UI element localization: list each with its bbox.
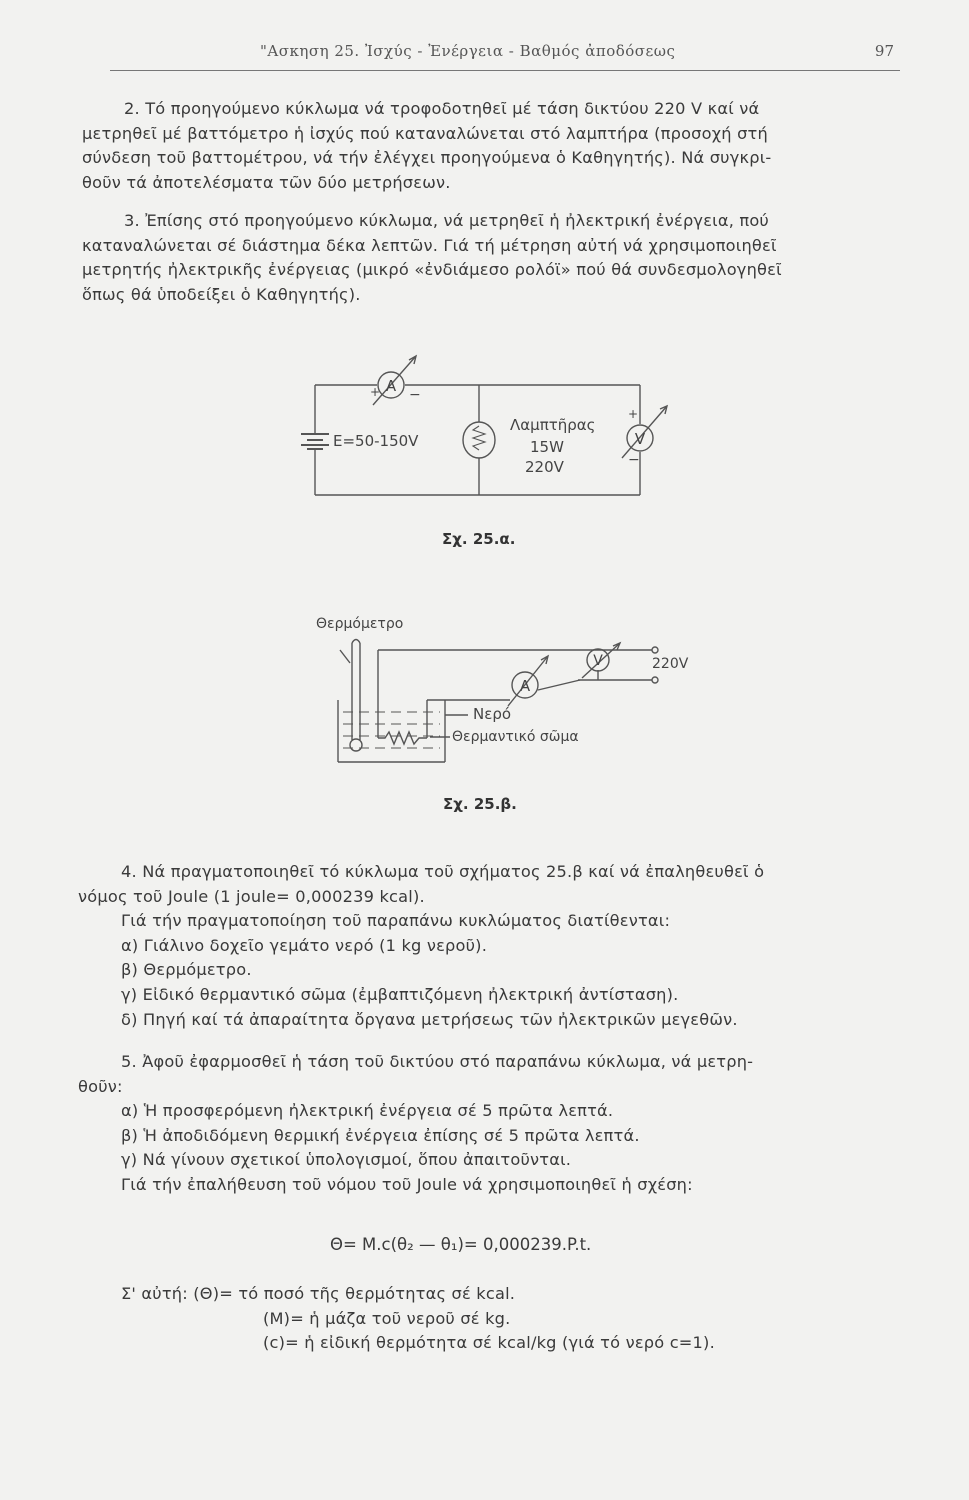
definitions <box>121 1282 715 1356</box>
text-line: νόμος τοῦ Joule (1 joule= 0,000239 kcal). <box>78 886 425 906</box>
text-line: καταναλώνεται σέ διάστημα δέκα λεπτῶν. Γιά τή μέτρηση αὐτή νά χρησιμοποιηθεῖ <box>82 235 777 255</box>
text-line: α) Ἡ προσφερόμενη ἠλεκτρική ἐνέργεια σέ 5 πρῶτα λεπτά. <box>121 1101 614 1121</box>
text-line: 4. Νά πραγματοποιηθεῖ τό κύκλωμα τοῦ σχήματος 25.β καί νά ἐπαληθευθεῖ ὁ <box>121 862 765 881</box>
text-line: ὅπως θά ὑποδείξει ὁ Καθηγητής). <box>82 284 361 304</box>
caption-fig-25b: Σχ. 25.β. <box>443 795 517 813</box>
voltmeter-minus: − <box>628 452 640 468</box>
header-title: "Ασκηση 25. Ἰσχύς - Ἐνέργεια - Βαθμός ἀποδόσεως <box>260 42 676 60</box>
ammeter-label: A <box>519 677 531 695</box>
ammeter-minus: − <box>409 387 421 403</box>
water-label: Νερό <box>473 705 512 723</box>
lamp-label: Λαμπτῆρας <box>510 416 596 434</box>
paragraph-item-4 <box>78 860 764 1032</box>
text-line: θοῦν: <box>78 1076 123 1096</box>
paragraph-item-5 <box>78 1050 753 1198</box>
text-line: Γιά τήν πραγματοποίηση τοῦ παραπάνω κυκλώματος διατίθενται: <box>121 911 671 931</box>
lamp-power: 15W <box>530 438 564 456</box>
joule-formula: Θ= M.c(θ₂ — θ₁)= 0,000239.P.t. <box>330 1235 592 1254</box>
thermometer-label: Θερμόμετρο <box>316 616 404 632</box>
caption-fig-25a: Σχ. 25.α. <box>442 530 516 548</box>
text-line: β) Ἡ ἀποδιδόμενη θερμική ἐνέργεια ἐπίσης σέ 5 πρῶτα λεπτά. <box>121 1125 640 1145</box>
text-line: Γιά τήν ἐπαλήθευση τοῦ νόμου τοῦ Joule νά χρησιμοποιηθεῖ ἡ σχέση: <box>121 1174 693 1194</box>
page-number: 97 <box>874 42 894 60</box>
text-line: 3. Ἐπίσης στό προηγούμενο κύκλωμα, νά μετρηθεῖ ἡ ἠλεκτρική ἐνέργεια, πού <box>124 211 770 230</box>
lamp-voltage: 220V <box>525 458 564 476</box>
voltmeter-label: V <box>634 430 646 448</box>
text-line: Σ' αὐτή: (Θ)= τό ποσό τῆς θερμότητας σέ kcal. <box>121 1284 516 1303</box>
text-line: α) Γιάλινο δοχεῖο γεμάτο νερό (1 kg νεροῦ). <box>121 935 488 955</box>
voltmeter-label: V <box>593 653 603 669</box>
figure-25a-circuit <box>0 0 969 560</box>
text-line: (c)= ἡ εἰδική θερμότητα σέ kcal/kg (γιά τό νερό c=1). <box>263 1333 715 1353</box>
figure-25b-setup <box>0 560 969 790</box>
ammeter-label: A <box>385 377 397 395</box>
supply-label: 220V <box>652 656 689 672</box>
voltmeter-plus: + <box>628 407 639 421</box>
text-line: σύνδεση τοῦ βαττομέτρου, νά τήν ἐλέγχει προηγούμενα ὁ Καθηγητής). Νά συγκρι- <box>82 148 772 168</box>
text-line: β) Θερμόμετρο. <box>121 960 252 980</box>
heater-label: Θερμαντικό σῶμα <box>452 729 579 745</box>
text-line: 5. Ἀφοῦ ἐφαρμοσθεῖ ἡ τάση τοῦ δικτύου στό παραπάνω κύκλωμα, νά μετρη- <box>121 1052 754 1071</box>
text-line: (M)= ἡ μάζα τοῦ νεροῦ σέ kg. <box>263 1308 511 1328</box>
source-label: E=50-150V <box>333 432 419 450</box>
text-line: 2. Τό προηγούμενο κύκλωμα νά τροφοδοτηθεῖ μέ τάση δικτύου 220 V καί νά <box>124 99 760 118</box>
text-line: θοῦν τά ἀποτελέσματα τῶν δύο μετρήσεων. <box>82 172 451 192</box>
text-line: γ) Εἰδικό θερμαντικό σῶμα (ἐμβαπτιζόμενη ἠλεκτρική ἀντίσταση). <box>121 984 679 1004</box>
text-line: γ) Νά γίνουν σχετικοί ὑπολογισμοί, ὅπου ἀπαιτοῦνται. <box>121 1150 572 1170</box>
ammeter-plus: + <box>370 385 381 399</box>
text-line: μετρηθεῖ μέ βαττόμετρο ἡ ἰσχύς πού καταναλώνεται στό λαμπτήρα (προσοχή στή <box>82 123 768 143</box>
text-line: δ) Πηγή καί τά ἀπαραίτητα ὄργανα μετρήσεως τῶν ἠλεκτρικῶν μεγεθῶν. <box>121 1009 738 1029</box>
text-line: μετρητής ἠλεκτρικῆς ἐνέργειας (μικρό «ἐνδιάμεσο ρολόϊ» πού θά συνδεσμολογηθεῖ <box>82 260 782 280</box>
